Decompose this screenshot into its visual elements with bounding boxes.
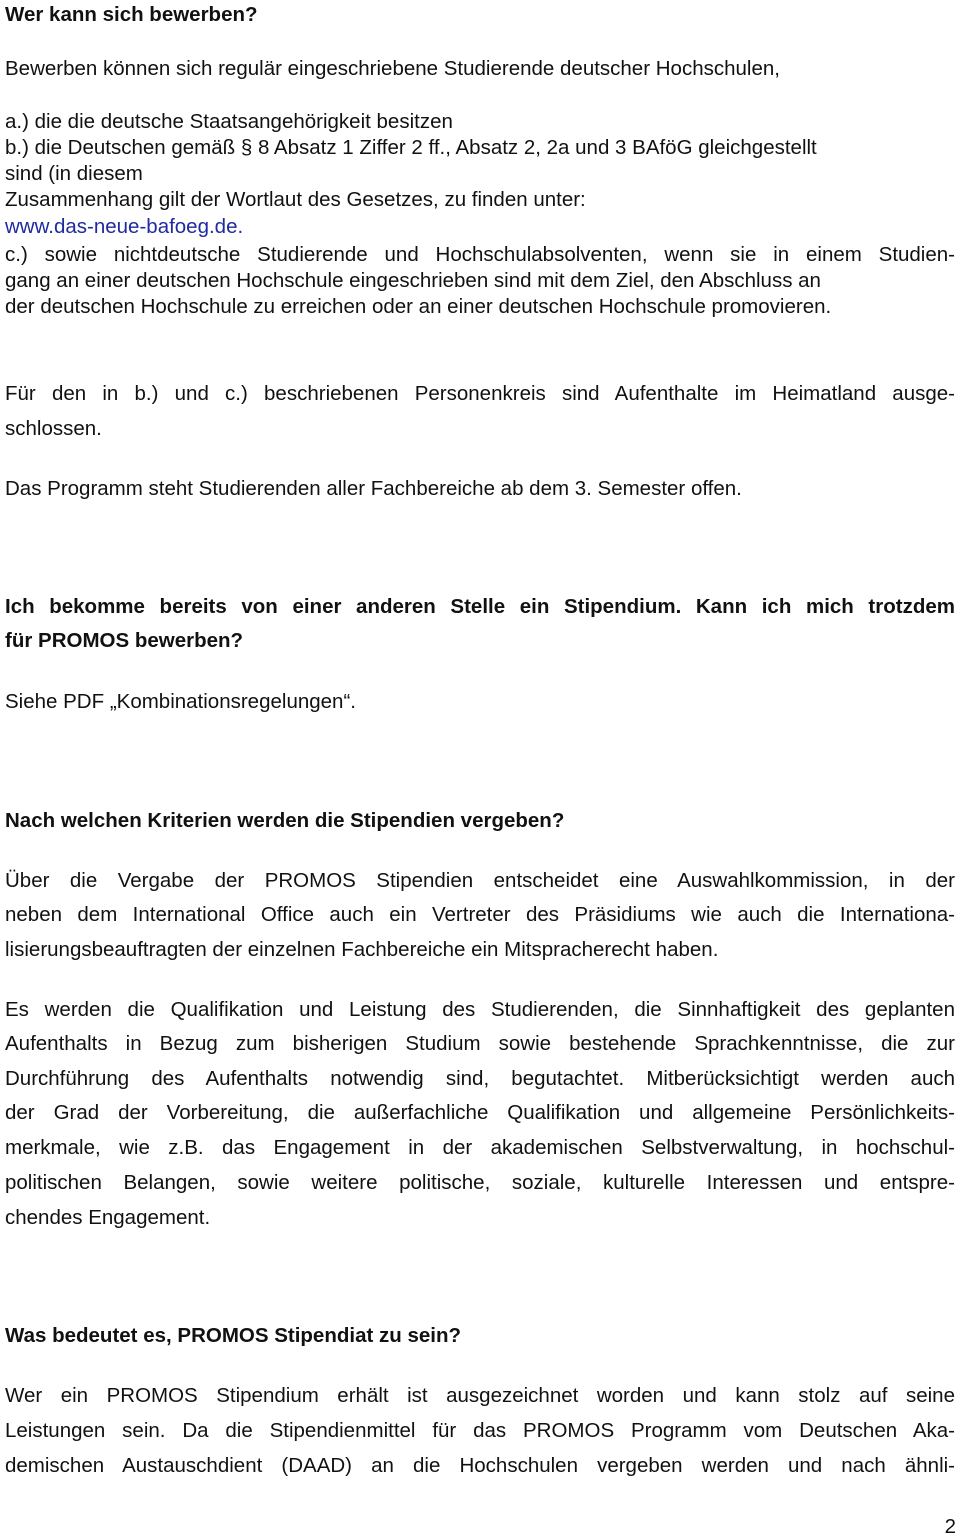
- text-line: Für den in b.) und c.) beschriebenen Personenkreis sind Aufenthalte im Heimatland ausge-: [5, 382, 955, 405]
- text-line: Es werden die Qualifikation und Leistung des Studierenden, die Sinnhaftigkeit des geplanten: [5, 998, 955, 1021]
- text-line: a.) die die deutsche Staatsangehörigkeit besitzen: [5, 110, 453, 133]
- text-line: Das Programm steht Studierenden aller Fachbereiche ab dem 3. Semester offen.: [5, 477, 742, 500]
- link-bafoeg[interactable]: www.das-neue-bafoeg.de.: [5, 215, 244, 238]
- text-line: gang an einer deutschen Hochschule eingeschrieben sind mit dem Ziel, den Abschluss an: [5, 269, 821, 292]
- text-line: Wer ein PROMOS Stipendium erhält ist ausgezeichnet worden und kann stolz auf seine: [5, 1384, 955, 1407]
- heading-line: Ich bekomme bereits von einer anderen Stelle ein Stipendium. Kann ich mich trotzdem: [5, 595, 955, 618]
- text-line: sind (in diesem: [5, 162, 143, 185]
- text-line: Durchführung des Aufenthalts notwendig sind, begutachtet. Mitberücksichtigt werden auch: [5, 1067, 955, 1090]
- text-line: Siehe PDF „Kombinationsregelungen“.: [5, 690, 356, 713]
- text-line: politischen Belangen, sowie weitere politische, soziale, kulturelle Interessen und entspre-: [5, 1171, 955, 1194]
- heading-line: Wer kann sich bewerben?: [5, 3, 258, 26]
- text-line: Leistungen sein. Da die Stipendienmittel für das PROMOS Programm vom Deutschen Aka-: [5, 1419, 955, 1442]
- text-line: Über die Vergabe der PROMOS Stipendien entscheidet eine Auswahlkommission, in der: [5, 869, 955, 892]
- text-line: merkmale, wie z.B. das Engagement in der akademischen Selbstverwaltung, in hochschul-: [5, 1136, 955, 1159]
- text-line: schlossen.: [5, 417, 102, 440]
- text-line: Bewerben können sich regulär eingeschriebene Studierende deutscher Hochschulen,: [5, 57, 780, 80]
- text-line: lisierungsbeauftragten der einzelnen Fachbereiche ein Mitspracherecht haben.: [5, 938, 719, 961]
- text-line: der Grad der Vorbereitung, die außerfachliche Qualifikation und allgemeine Persönlichkeits-: [5, 1101, 955, 1124]
- heading-line: Nach welchen Kriterien werden die Stipendien vergeben?: [5, 809, 565, 832]
- text-line: c.) sowie nichtdeutsche Studierende und Hochschulabsolventen, wenn sie in einem Studien-: [5, 243, 955, 266]
- text-line: neben dem International Office auch ein Vertreter des Präsidiums wie auch die Internationa-: [5, 903, 955, 926]
- text-line: demischen Austauschdient (DAAD) an die Hochschulen vergeben werden und nach ähnli-: [5, 1454, 955, 1477]
- page-number: 2: [944, 1515, 956, 1538]
- text-line: Aufenthalts in Bezug zum bisherigen Studium sowie bestehende Sprachkenntnisse, die zur: [5, 1032, 955, 1055]
- text-line: der deutschen Hochschule zu erreichen oder an einer deutschen Hochschule promovieren.: [5, 295, 832, 318]
- text-line: chendes Engagement.: [5, 1206, 211, 1229]
- text-line: Zusammenhang gilt der Wortlaut des Gesetzes, zu finden unter:: [5, 188, 586, 211]
- heading-line: für PROMOS bewerben?: [5, 629, 244, 652]
- text-line: b.) die Deutschen gemäß § 8 Absatz 1 Ziffer 2 ff., Absatz 2, 2a und 3 BAföG gleichgestellt: [5, 136, 817, 159]
- heading-line: Was bedeutet es, PROMOS Stipendiat zu sein?: [5, 1324, 462, 1347]
